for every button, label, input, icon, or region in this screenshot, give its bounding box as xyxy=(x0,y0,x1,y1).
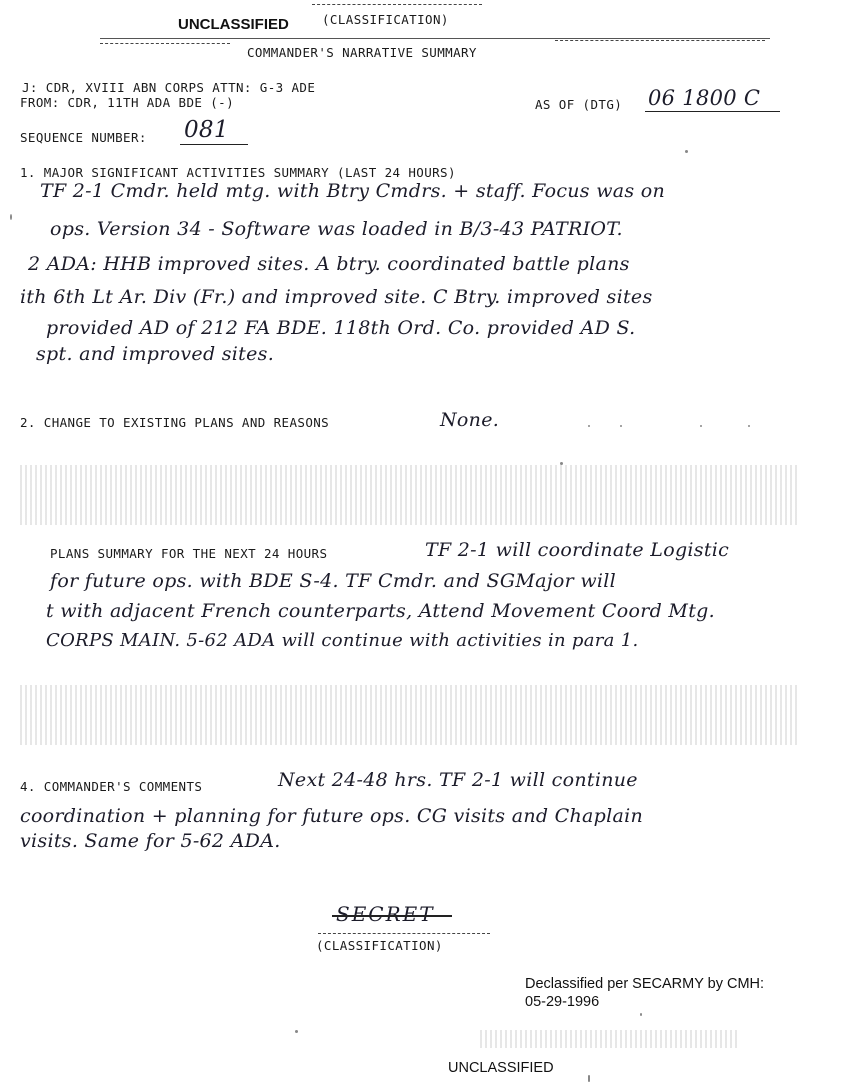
section1-line: TF 2-1 Cmdr. held mtg. with Btry Cmdrs. + staff. Focus was on xyxy=(40,180,666,202)
section4-first-line: Next 24-48 hrs. TF 2-1 will continue xyxy=(278,769,638,791)
unclassified-top-marking: UNCLASSIFIED xyxy=(178,16,289,33)
section4-line: visits. Same for 5-62 ADA. xyxy=(20,830,281,852)
scan-speck xyxy=(685,150,688,153)
scan-noise-band xyxy=(480,1030,740,1048)
section3-line: CORPS MAIN. 5-62 ADA will continue with activities in para 1. xyxy=(46,630,639,651)
section1-line: 2 ADA: HHB improved sites. A btry. coordinated battle plans xyxy=(28,253,630,275)
header-dashes-left xyxy=(100,43,230,44)
section3-first-line: TF 2-1 will coordinate Logistic xyxy=(425,539,730,561)
as-of-label: AS OF (DTG) xyxy=(535,97,623,112)
header-dashes-right xyxy=(555,40,765,41)
scan-speck xyxy=(588,1075,590,1082)
scan-speck xyxy=(700,425,702,427)
sequence-number-value: 081 xyxy=(184,117,229,143)
header-rule-upper xyxy=(100,38,770,39)
sequence-label: SEQUENCE NUMBER: xyxy=(20,130,147,145)
classification-bottom-label: (CLASSIFICATION) xyxy=(316,938,443,953)
as-of-underline xyxy=(645,111,780,112)
section3-line: for future ops. with BDE S-4. TF Cmdr. and SGMajor will xyxy=(50,570,617,592)
to-line: J: CDR, XVIII ABN CORPS ATTN: G-3 ADE xyxy=(22,80,316,95)
scan-speck xyxy=(295,1030,298,1033)
as-of-dtg-value: 06 1800 C xyxy=(648,86,761,110)
scan-noise-band xyxy=(20,465,800,525)
scan-speck xyxy=(748,425,750,427)
section1-line: ith 6th Lt Ar. Div (Fr.) and improved site. C Btry. improved sites xyxy=(20,286,653,308)
section1-line: provided AD of 212 FA BDE. 118th Ord. Co. provided AD S. xyxy=(46,317,636,339)
sequence-underline xyxy=(180,144,248,145)
secret-stamp: SECRET xyxy=(336,902,435,926)
top-dashed-rule xyxy=(312,4,482,5)
declassified-line-1: Declassified per SECARMY by CMH: xyxy=(525,976,765,992)
section1-heading: 1. MAJOR SIGNIFICANT ACTIVITIES SUMMARY (LAST 24 HOURS) xyxy=(20,165,456,180)
section4-line: coordination + planning for future ops. CG visits and Chaplain xyxy=(20,805,644,827)
declassified-line-2: 05-29-1996 xyxy=(525,994,600,1010)
from-line: FROM: CDR, 11TH ADA BDE (-) xyxy=(20,95,234,110)
secret-strikethrough xyxy=(332,915,452,917)
scan-speck xyxy=(620,425,622,427)
footer-dashed-rule xyxy=(318,933,490,934)
section1-line: ops. Version 34 - Software was loaded in B/3-43 PATRIOT. xyxy=(50,218,623,240)
unclassified-bottom-marking: UNCLASSIFIED xyxy=(448,1060,554,1076)
section2-value: None. xyxy=(440,409,500,431)
scan-speck xyxy=(588,425,590,427)
section3-line: t with adjacent French counterparts, Attend Movement Coord Mtg. xyxy=(46,600,715,622)
scan-speck xyxy=(10,214,12,220)
scan-speck xyxy=(640,1013,642,1016)
form-title: COMMANDER'S NARRATIVE SUMMARY xyxy=(247,45,477,60)
section2-heading: 2. CHANGE TO EXISTING PLANS AND REASONS xyxy=(20,415,330,430)
scan-noise-band xyxy=(20,685,800,745)
section4-heading: 4. COMMANDER'S COMMENTS xyxy=(20,779,203,794)
section1-line: spt. and improved sites. xyxy=(36,343,275,365)
section3-heading: PLANS SUMMARY FOR THE NEXT 24 HOURS xyxy=(50,546,328,561)
classification-top-label: (CLASSIFICATION) xyxy=(322,12,449,27)
scan-speck xyxy=(560,462,563,465)
